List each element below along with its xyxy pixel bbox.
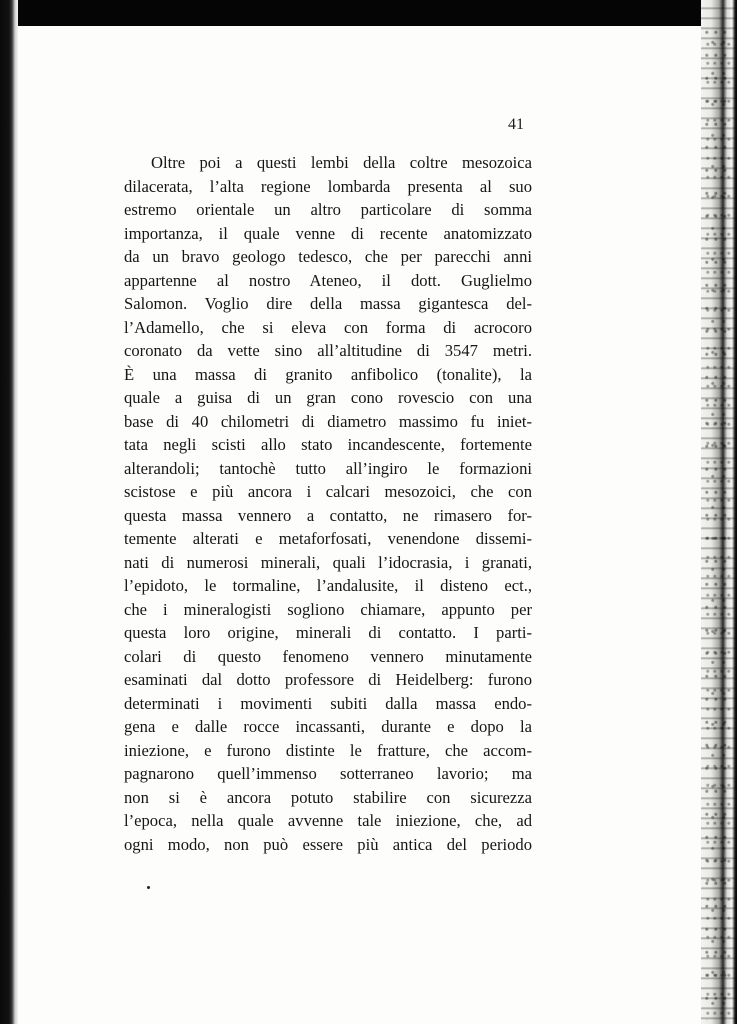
scan-left-border (0, 0, 18, 1024)
scan-top-border (0, 0, 737, 26)
text-line: gena e dalle rocce incassanti, durante e dopo la (124, 717, 532, 736)
body-paragraph (124, 151, 532, 856)
text-line: coronato da vette sino all’altitudine di 3547 metri. (124, 341, 532, 360)
text-line: colari di questo fenomeno vennero minutamente (124, 646, 532, 666)
text-line: esaminati dal dotto professore di Heidelberg: furono (124, 670, 532, 689)
text-line: tata negli scisti allo stato incandescente, fortemente (124, 435, 532, 454)
text-line: importanza, il quale venne di recente anatomizzato (124, 223, 532, 243)
text-line: È una massa di granito anfibolico (tonalite), la (124, 364, 532, 384)
text-line: l’epoca, nella quale avvenne tale iniezione, che, ad (124, 811, 532, 830)
text-line: dilacerata, l’alta regione lombarda presenta al suo (124, 176, 532, 196)
text-line: l’Adamello, che si eleva con forma di acrocoro (124, 317, 532, 337)
text-line: quale a guisa di un gran cono rovescio con una (124, 388, 532, 407)
text-line: appartenne al nostro Ateneo, il dott. Guglielmo (124, 270, 532, 290)
text-line: scistose e più ancora i calcari mesozoici, che con (124, 482, 532, 501)
text-line: iniezione, e furono distinte le fratture, che accom- (124, 740, 532, 760)
text-line: Salomon. Voglio dire della massa gigantesca del- (124, 294, 532, 313)
text-line: ogni modo, non può essere più antica del periodo (124, 834, 532, 854)
scan-noise (705, 30, 731, 1020)
ink-speck (147, 886, 150, 889)
text-line: pagnarono quell’immenso sotterraneo lavorio; ma (124, 764, 532, 783)
text-line: che i mineralogisti sogliono chiamare, appunto per (124, 599, 532, 619)
text-line: temente alterati e metaforfosati, venendone dissemi- (124, 529, 532, 548)
text-line: estremo orientale un altro particolare di somma (124, 200, 532, 219)
text-line: determinati i movimenti subiti dalla massa endo- (124, 693, 532, 713)
text-line: base di 40 chilometri di diametro massimo fu iniet- (124, 411, 532, 431)
text-line: alterandoli; tantochè tutto all’ingiro le formazioni (124, 458, 532, 478)
text-line: questa massa vennero a contatto, ne rimasero for- (124, 505, 532, 525)
page-number: 41 (508, 116, 524, 133)
text-line: l’epidoto, le tormaline, l’andalusite, il disteno ect., (124, 576, 532, 595)
text-line: nati di numerosi minerali, quali l’idocrasia, i granati, (124, 552, 532, 572)
text-line: non si è ancora potuto stabilire con sicurezza (124, 787, 532, 807)
text-line: questa loro origine, minerali di contatto. I parti- (124, 623, 532, 642)
text-line: Oltre poi a questi lembi della coltre mesozoica (151, 153, 532, 172)
text-line: da un bravo geologo tedesco, che per parecchi anni (124, 247, 532, 266)
